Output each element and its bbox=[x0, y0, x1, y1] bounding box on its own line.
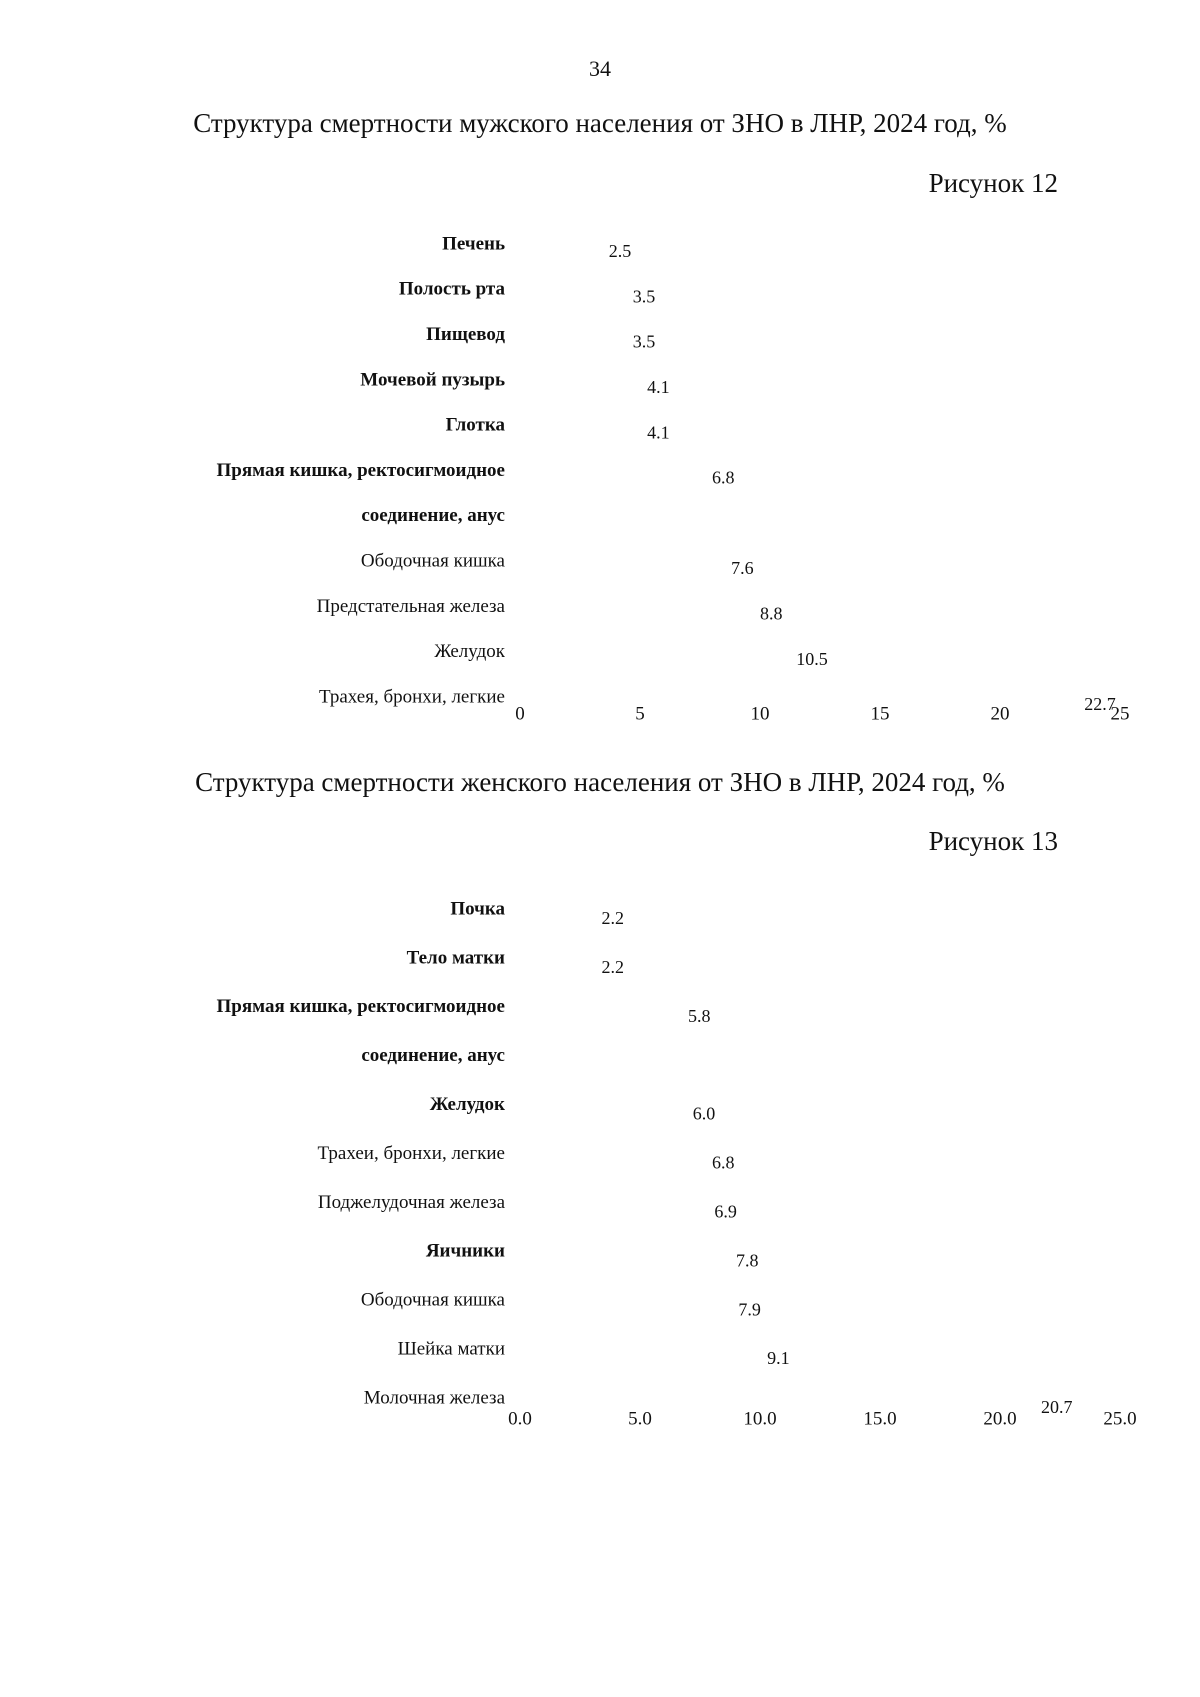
data-label: 7.8 bbox=[735, 1250, 759, 1271]
category-label: Полость рта bbox=[398, 278, 505, 300]
category-label: Прямая кишка, ректосигмоидное bbox=[216, 459, 505, 481]
data-label: 3.5 bbox=[632, 286, 656, 307]
x-tick-label: 15.0 bbox=[863, 1408, 897, 1430]
data-label: 6.0 bbox=[692, 1103, 716, 1124]
category-label: Ободочная кишка bbox=[360, 550, 505, 572]
x-tick-label: 15 bbox=[870, 703, 890, 725]
data-label: 8.8 bbox=[759, 603, 783, 624]
chart-women-mortality bbox=[0, 890, 1200, 1430]
figure-label-12: Рисунок 12 bbox=[928, 168, 1058, 198]
data-label: 3.5 bbox=[632, 331, 656, 352]
data-label: 7.9 bbox=[738, 1299, 761, 1320]
category-label: соединение, анус bbox=[361, 505, 505, 527]
data-label: 7.6 bbox=[731, 558, 754, 579]
category-label: Шейка матки bbox=[397, 1338, 505, 1360]
data-label: 2.2 bbox=[601, 908, 625, 929]
x-tick-label: 0 bbox=[515, 703, 525, 725]
x-tick-label: 10.0 bbox=[743, 1408, 777, 1430]
x-tick-label: 20 bbox=[990, 703, 1010, 725]
category-label: Трахея, бронхи, легкие bbox=[318, 686, 505, 708]
category-label: соединение, анус bbox=[361, 1045, 505, 1067]
data-label: 6.8 bbox=[711, 467, 735, 488]
data-label: 4.1 bbox=[647, 377, 670, 398]
data-label: 2.2 bbox=[601, 957, 625, 978]
data-label: 6.8 bbox=[711, 1152, 735, 1173]
data-label: 10.5 bbox=[796, 648, 828, 669]
category-label: Мочевой пузырь bbox=[360, 369, 505, 391]
category-label: Почка bbox=[450, 898, 505, 920]
page-number: 34 bbox=[589, 56, 611, 81]
category-label: Молочная железа bbox=[363, 1387, 505, 1409]
chart-men-mortality bbox=[0, 225, 1200, 725]
data-label: 4.1 bbox=[647, 422, 670, 443]
category-label: Прямая кишка, ректосигмоидное bbox=[216, 996, 505, 1018]
category-label: Пищевод bbox=[426, 323, 505, 345]
category-label: Глотка bbox=[445, 414, 505, 436]
x-tick-label: 0.0 bbox=[508, 1408, 532, 1430]
x-tick-label: 25.0 bbox=[1103, 1408, 1137, 1430]
chart-title-women: Структура смертности женского населения от ЗНО в ЛНР, 2024 год, % bbox=[195, 767, 1005, 797]
x-tick-label: 5 bbox=[635, 703, 645, 725]
data-label: 2.5 bbox=[608, 241, 632, 262]
data-label: 20.7 bbox=[1041, 1397, 1073, 1418]
data-label: 6.9 bbox=[714, 1201, 737, 1222]
data-label: 22.7 bbox=[1084, 694, 1116, 715]
category-label: Поджелудочная железа bbox=[317, 1191, 505, 1213]
x-tick-label: 5.0 bbox=[628, 1408, 652, 1430]
category-label: Желудок bbox=[429, 1093, 505, 1115]
x-tick-label: 10 bbox=[750, 703, 770, 725]
category-label: Тело матки bbox=[406, 947, 505, 969]
category-label: Трахеи, бронхи, легкие bbox=[317, 1142, 505, 1164]
category-label: Яичники bbox=[425, 1240, 505, 1262]
category-label: Ободочная кишка bbox=[360, 1289, 505, 1311]
category-label: Предстательная железа bbox=[316, 595, 505, 617]
figure-label-13: Рисунок 13 bbox=[928, 826, 1058, 856]
chart-title-men: Структура смертности мужского населения от ЗНО в ЛНР, 2024 год, % bbox=[193, 108, 1007, 138]
x-tick-label: 25 bbox=[1110, 703, 1130, 725]
category-label: Печень bbox=[442, 233, 505, 255]
x-tick-label: 20.0 bbox=[983, 1408, 1017, 1430]
category-label: Желудок bbox=[434, 641, 505, 663]
data-label: 9.1 bbox=[767, 1348, 790, 1369]
data-label: 5.8 bbox=[687, 1005, 711, 1026]
